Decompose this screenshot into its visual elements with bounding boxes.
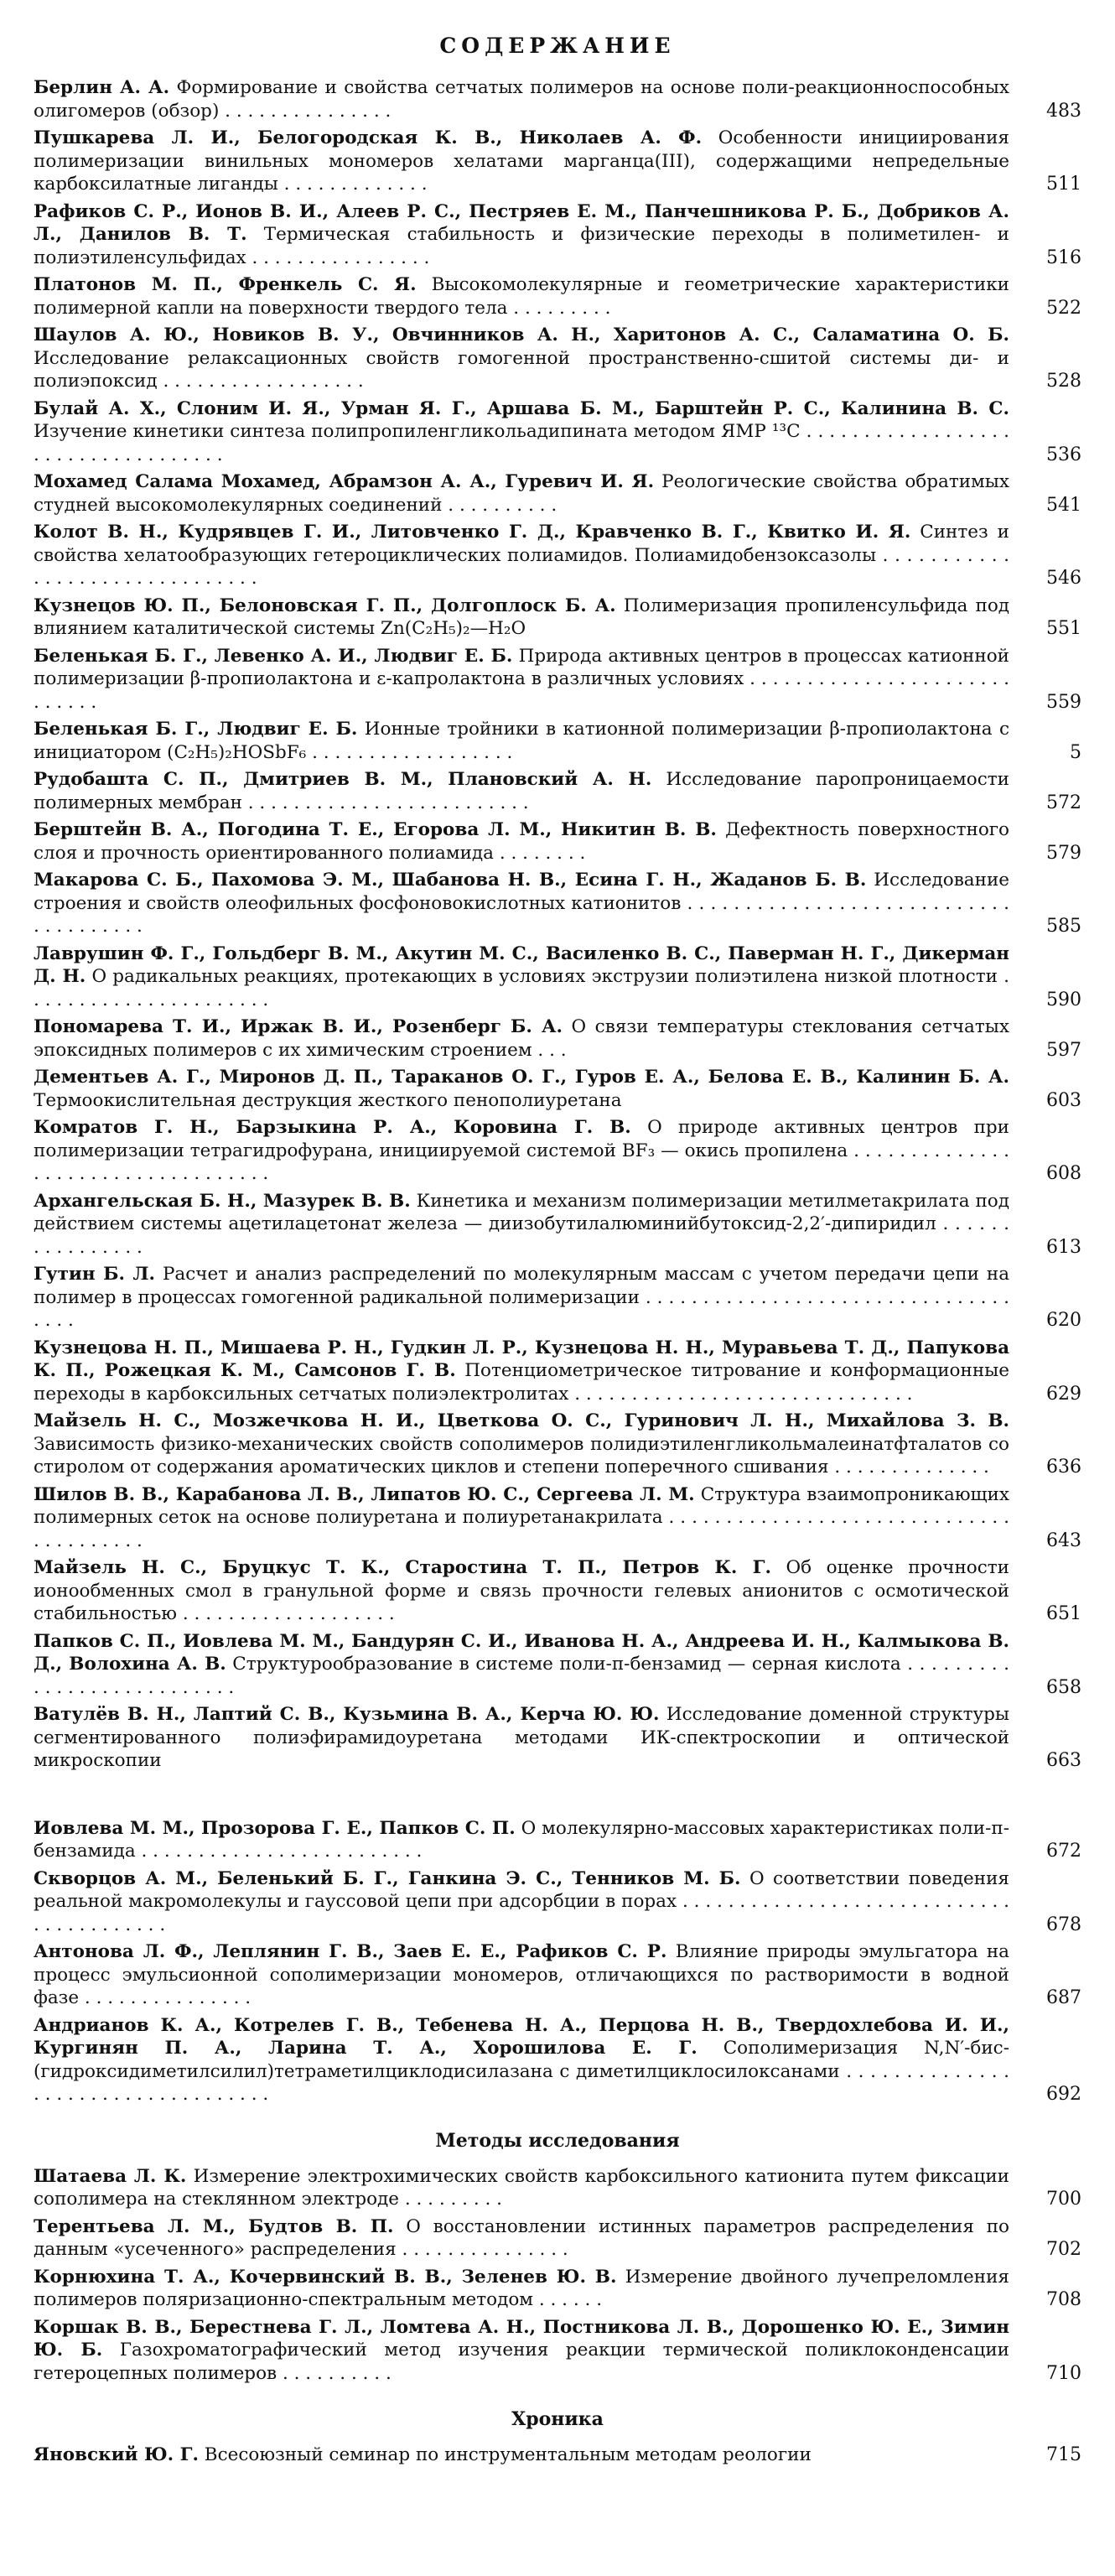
toc-entry-text <box>34 1263 1038 1332</box>
toc-page-number: 5 <box>1070 741 1081 763</box>
toc-entry-text <box>34 521 1038 590</box>
toc-page-number: 572 <box>1046 792 1081 813</box>
toc-page-number: 511 <box>1046 174 1081 195</box>
toc-authors: Майзель Н. С., Бруцкус Т. К., Старостина Т. П., Петров К. Г. <box>34 1557 771 1578</box>
toc-page-number: 551 <box>1046 618 1081 639</box>
toc-authors: Кузнецова Н. П., Мишаева Р. Н., Гудкин Л. Р., Кузнецова Н. Н., Муравьева Т. Д., Папукова К. П., Рожецкая К. М., Самсонов Г. В. <box>34 1337 1009 1381</box>
toc-entry-text <box>34 818 1038 865</box>
toc-entry <box>34 470 1081 517</box>
toc-title: Расчет и анализ распределений по молекулярным массам с учетом передачи цепи на полимер в процессах гомогенной радикальной полимеризации . . . . . . . . . . . . . . . . . . . . . . . . . . . . . . . . . . . . <box>34 1264 1010 1331</box>
toc-authors: Рудобашта С. П., Дмитриев В. М., Плановский А. Н. <box>34 769 652 790</box>
toc-entry <box>34 2266 1081 2312</box>
toc-title: Всесоюзный семинар по инструментальным методам реологии <box>204 2444 812 2465</box>
toc-entry-text <box>34 2014 1038 2106</box>
toc-entry <box>34 2316 1081 2386</box>
toc-title: О соответствии поведения реальной макромолекулы и гауссовой цепи при адсорбции в порах . . . . . . . . . . . . . . . . . . . . . . . . . . . . . . . . . . . . . . . . . <box>34 1867 1010 1935</box>
toc-entry-text <box>34 2316 1038 2386</box>
toc-authors: Пономарева Т. И., Иржак В. И., Розенберг Б. А. <box>34 1016 563 1037</box>
toc-page-number: 516 <box>1046 247 1081 268</box>
toc-authors: Платонов М. П., Френкель С. Я. <box>34 274 417 295</box>
toc-entry <box>34 1337 1081 1406</box>
toc-authors: Коршак В. В., Берестнева Г. Л., Ломтева А. Н., Постникова Л. В., Дорошенко Ю. Е., Зимин Ю. Б. <box>34 2316 1009 2360</box>
toc-authors: Андрианов К. А., Котрелев Г. В., Тебенева Н. А., Перцова Н. В., Твердохлебова И. И., Кургинян П. А., Ларина Т. А., Хорошилова Е. Г. <box>34 2014 1009 2059</box>
toc-title: Сополимеризация N,N′-бис-(гидроксидиметилсилил)тетраметилциклодисилазана с диметилциклосилоксанами . . . . . . . . . . . . . . . . . . . . . . . . . . . . . . . . . . . <box>34 2038 1009 2105</box>
toc-entry <box>34 2444 1081 2467</box>
toc-title: Природа активных центров в процессах катионной полимеризации β-пропиолактона и ε-капролактона в различных условиях . . . . . . . . . . . . . . . . . . . . . . . . . . . . . <box>34 645 1009 713</box>
toc-authors: Пушкарева Л. И., Белогородская К. В., Николаев А. Ф. <box>34 127 703 148</box>
toc-entry <box>34 76 1081 122</box>
toc-entry-text <box>34 76 1038 122</box>
toc-page-number: 579 <box>1046 842 1081 864</box>
toc-page-number: 620 <box>1046 1310 1081 1331</box>
toc-entry <box>34 1483 1081 1553</box>
toc-page-number: 528 <box>1046 371 1081 392</box>
toc-entry <box>34 768 1081 814</box>
toc-entry-text <box>34 1817 1038 1863</box>
toc-page-number: 590 <box>1046 989 1081 1010</box>
toc-entry-text <box>34 1630 1038 1700</box>
toc-title: Исследование строения и свойств олеофильных фосфоновокислотных катионитов . . . . . . . . . . . . . . . . . . . . . . . . . . . . . . . . . . . . . . <box>34 870 1009 937</box>
toc-entry <box>34 1190 1081 1259</box>
toc-authors: Комратов Г. Н., Барзыкина Р. А., Коровина Г. В. <box>34 1117 631 1138</box>
toc-title: Термическая стабильность и физические переходы в полиметилен- и полиэтиленсульфидах . . . . . . . . . . . . . . . . <box>34 224 1009 268</box>
toc-title: Синтез и свойства хелатообразующих гетероциклических полиамидов. Полиамидобензоксазолы . . . . . . . . . . . . . . . . . . . . . . . . . . . . . . . <box>34 522 1009 589</box>
toc-page-number: 678 <box>1046 1914 1081 1935</box>
toc-title: Влияние природы эмульгатора на процесс эмульсионной сополимеризации мономеров, отличающихся по растворимости в водной фазе . . . . . . . . . . . . . . . <box>34 1941 1009 2008</box>
toc-title: Исследование доменной структуры сегментированного полиэфирамидоуретана методами ИК-спектроскопии и оптической микроскопии <box>34 1704 1009 1771</box>
toc-page-number: 559 <box>1046 691 1081 713</box>
toc-authors: Булай А. Х., Слоним И. Я., Урман Я. Г., Аршава Б. М., Барштейн Р. С., Калинина В. С. <box>34 397 1009 419</box>
toc-page-number: 692 <box>1046 2084 1081 2105</box>
toc-title: Кинетика и механизм полимеризации метилметакрилата под действием системы ацетилацетонат железа — диизобутилалюминийбутоксид-2,2′-дипиридил . . . . . . . . . . . . . . . . <box>34 1190 1009 1258</box>
toc-page-number: 536 <box>1046 444 1081 465</box>
toc-entry <box>34 273 1081 319</box>
toc-entry-text <box>34 1015 1038 1062</box>
toc-authors: Шилов В. В., Карабанова Л. В., Липатов Ю. С., Сергеева Л. М. <box>34 1483 695 1505</box>
toc-page-number: 710 <box>1046 2362 1081 2384</box>
toc-entry <box>34 397 1081 467</box>
toc-entry <box>34 1410 1081 1479</box>
toc-title: О радикальных реакциях, протекающих в условиях экструзии полиэтилена низкой плотности . . . . . . . . . . . . . . . . . . . . . . <box>34 966 1009 1010</box>
toc-page-number: 651 <box>1046 1603 1081 1624</box>
toc-entry <box>34 869 1081 938</box>
toc-title: Формирование и свойства сетчатых полимеров на основе поли-реакционноспособных олигомеров (обзор) . . . . . . . . . . . . . . . <box>34 77 1009 122</box>
toc-authors: Мохамед Салама Мохамед, Абрамзон А. А., Гуревич И. Я. <box>34 471 655 492</box>
toc-entry <box>34 1703 1081 1773</box>
toc-entry-text <box>34 2215 1038 2262</box>
toc-entry-text <box>34 127 1038 196</box>
toc-entry-text <box>34 470 1038 517</box>
toc-entry-text <box>34 1867 1038 1937</box>
toc-entry <box>34 521 1081 590</box>
toc-entry <box>34 2014 1081 2106</box>
toc-authors: Рафиков С. Р., Ионов В. И., Алеев Р. С., Пестряев Е. М., Панчешникова Р. Б., Добриков А. Л., Данилов В. Т. <box>34 200 1009 245</box>
toc-authors: Лаврушин Ф. Г., Гольдберг В. М., Акутин М. С., Василенко В. С., Паверман Н. Г., Дикерман Д. Н. <box>34 943 1009 987</box>
toc-entry-text <box>34 869 1038 938</box>
toc-title: Реологические свойства обратимых студней высокомолекулярных соединений . . . . . . . . . . <box>34 471 1010 516</box>
toc-entry-text <box>34 1190 1038 1259</box>
toc-entry-text <box>34 718 1038 764</box>
toc-page-number: 483 <box>1046 100 1081 122</box>
toc-entry-text <box>34 324 1038 393</box>
toc-entry-text <box>34 1556 1038 1626</box>
page-title: СОДЕРЖАНИЕ <box>439 34 676 58</box>
toc-authors: Беленькая Б. Г., Левенко А. И., Людвиг Е. Б. <box>34 645 513 667</box>
toc-entry <box>34 2165 1081 2211</box>
toc-title: О природе активных центров при полимеризации тетрагидрофурана, инициируемой системой BF₃ — окись пропилена . . . . . . . . . . . . . . . . . . . . . . . . . . . . . . . . . . . <box>34 1117 1010 1184</box>
toc-page-number: 597 <box>1046 1039 1081 1061</box>
toc-entry <box>34 1940 1081 2010</box>
toc-title: О молекулярно-массовых характеристиках поли-п-бензамида . . . . . . . . . . . . . . . . . . . . . . . . . <box>34 1817 1009 1862</box>
toc-entry <box>34 1066 1081 1112</box>
toc-entry <box>34 200 1081 270</box>
toc-authors: Дементьев А. Г., Миронов Д. П., Тараканов О. Г., Гуров Е. А., Белова Е. В., Калинин Б. А. <box>34 1067 1009 1088</box>
toc-title: Исследование релаксационных свойств гомогенной пространственно-сшитой системы ди- и полиэпоксид . . . . . . . . . . . . . . . . . . <box>34 347 1009 392</box>
toc-entry-text <box>34 1337 1038 1406</box>
contents-list-short <box>34 1817 1081 2106</box>
toc-entry <box>34 127 1081 196</box>
toc-authors: Папков С. П., Иовлева М. М., Бандурян С. И., Иванова Н. А., Андреева И. Н., Калмыкова В. Д., Волохина А. В. <box>34 1630 1009 1675</box>
contents-page <box>34 34 1081 2471</box>
toc-entry-text <box>34 273 1038 319</box>
toc-authors: Шатаева Л. К. <box>34 2165 187 2187</box>
toc-title: О восстановлении истинных параметров распределения по данным «усеченного» распределения . . . . . . . . . . . . . . . <box>34 2215 1009 2260</box>
toc-entry <box>34 645 1081 714</box>
toc-authors: Майзель Н. С., Мозжечкова Н. И., Цветкова О. С., Гуринович Л. Н., Михайлова З. В. <box>34 1410 1009 1431</box>
toc-authors: Терентьева Л. М., Будтов В. П. <box>34 2215 394 2237</box>
toc-entry-text <box>34 2165 1038 2211</box>
toc-authors: Гутин Б. Л. <box>34 1264 156 1285</box>
section-heading-chronicle: Хроника <box>511 2408 604 2430</box>
toc-authors: Ватулёв В. Н., Лаптий С. В., Кузьмина В. А., Керча Ю. Ю. <box>34 1704 660 1725</box>
toc-page-number: 608 <box>1046 1163 1081 1184</box>
toc-title: Дефектность поверхностного слоя и прочность ориентированного полиамида . . . . . . . . <box>34 819 1009 864</box>
toc-page-number: 541 <box>1046 494 1081 516</box>
toc-entry-text <box>34 2266 1038 2312</box>
toc-entry-text <box>34 2444 1038 2467</box>
toc-entry <box>34 1630 1081 1700</box>
toc-title: О связи температуры стеклования сетчатых эпоксидных полимеров с их химическим строением . . . <box>34 1016 1009 1061</box>
toc-entry-text <box>34 943 1038 1012</box>
toc-title: Зависимость физико-механических свойств сополимеров полидиэтиленгликольмалеинатфталатов со стиролом от содержания ароматических циклов и степени поперечного сшивания . . . . . . . . . . . . . . <box>34 1433 1009 1478</box>
toc-title: Потенциометрическое титрование и конформационные переходы в карбоксильных сетчатых полиэлектролитах . . . . . . . . . . . . . . . . . . . . . . . . . . . . . . <box>34 1360 1009 1405</box>
toc-authors: Колот В. Н., Кудрявцев Г. И., Литовченко Г. Д., Кравченко В. Г., Квитко И. Я. <box>34 522 911 543</box>
toc-entry <box>34 1116 1081 1186</box>
toc-entry-text <box>34 397 1038 467</box>
toc-title: Высокомолекулярные и геометрические характеристики полимерной капли на поверхности твердого тела . . . . . . . . . <box>34 274 1009 319</box>
toc-page-number: 702 <box>1046 2239 1081 2260</box>
toc-page-number: 658 <box>1046 1676 1081 1698</box>
toc-title: Измерение двойного лучепреломления полимеров поляризационно-спектральным методом . . . . . . <box>34 2266 1009 2310</box>
toc-authors: Беленькая Б. Г., Людвиг Е. Б. <box>34 719 358 740</box>
toc-authors: Корнюхина Т. А., Кочервинский В. В., Зеленев Ю. В. <box>34 2266 617 2288</box>
toc-entry <box>34 1556 1081 1626</box>
toc-title: Структура взаимопроникающих полимерных сеток на основе полиуретана и полиуретанакрилата . . . . . . . . . . . . . . . . . . . . . . . . . . . . . . . . . . . . . . . . <box>34 1483 1009 1551</box>
toc-entry-text <box>34 1483 1038 1553</box>
toc-page-number: 603 <box>1046 1089 1081 1111</box>
toc-entry <box>34 595 1081 641</box>
toc-authors: Шаулов А. Ю., Новиков В. У., Овчинников А. Н., Харитонов А. С., Саламатина О. Б. <box>34 325 1009 345</box>
toc-title: Термоокислительная деструкция жесткого пенополиуретана <box>34 1089 622 1111</box>
toc-entry <box>34 324 1081 393</box>
toc-title: Структурообразование в системе поли-п-бензамид — серная кислота . . . . . . . . . . . . . . . . . . . . . . . . . . . <box>34 1654 1010 1698</box>
toc-entry-text <box>34 1703 1038 1773</box>
contents-list-chronicle <box>34 2444 1081 2467</box>
toc-authors: Яновский Ю. Г. <box>34 2444 199 2465</box>
toc-title: Газохроматографический метод изучения реакции термической поликлоконденсации гетероцепных полимеров . . . . . . . . . . <box>34 2340 1009 2384</box>
toc-page-number: 672 <box>1046 1841 1081 1862</box>
toc-page-number: 629 <box>1046 1383 1081 1405</box>
toc-page-number: 585 <box>1046 916 1081 937</box>
toc-entry <box>34 1867 1081 1937</box>
toc-page-number: 715 <box>1046 2444 1081 2465</box>
toc-authors: Макарова С. Б., Пахомова Э. М., Шабанова Н. В., Есина Г. Н., Жаданов Б. В. <box>34 870 867 891</box>
toc-title: Полимеризация пропиленсульфида под влиянием каталитической системы Zn(C₂H₅)₂—H₂O <box>34 595 1010 639</box>
toc-authors: Архангельская Б. Н., Мазурек В. В. <box>34 1190 411 1212</box>
toc-authors: Иовлева М. М., Прозорова Г. Е., Папков С. П. <box>34 1817 516 1839</box>
toc-entry <box>34 1015 1081 1062</box>
toc-entry <box>34 718 1081 764</box>
toc-entry <box>34 1817 1081 1863</box>
toc-title: Изучение кинетики синтеза полипропиленгликольадипината методом ЯМР ¹³C . . . . . . . . . . . . . . . . . . . . . . . . . . . . . . . . . . . <box>34 421 1009 465</box>
toc-title: Ионные тройники в катионной полимеризации β-пропиолактона с инициатором (C₂H₅)₂HOSbF₆ . . . . . . . . . . . . . . . . . . <box>34 719 1009 763</box>
toc-title: Измерение электрохимических свойств карбоксильного катионита путем фиксации сополимера на стеклянном электроде . . . . . . . . . <box>34 2165 1010 2210</box>
toc-entry <box>34 818 1081 865</box>
toc-page-number: 546 <box>1046 568 1081 589</box>
toc-authors: Антонова Л. Ф., Леплянин Г. В., Заев Е. Е., Рафиков С. Р. <box>34 1941 667 1962</box>
toc-entry-text <box>34 768 1038 814</box>
toc-entry-text <box>34 595 1038 641</box>
toc-page-number: 663 <box>1046 1750 1081 1771</box>
toc-title: Особенности инициирования полимеризации винильных мономеров хелатами марганца(III), содержащими непредельные карбоксилатные лиганды . . . . . . . . . . . . . <box>34 127 1009 195</box>
toc-authors: Берлин А. А. <box>34 77 170 98</box>
section-gap <box>34 1777 1081 1817</box>
toc-page-number: 522 <box>1046 297 1081 319</box>
toc-title: Об оценке прочности ионообменных смол в гранульной форме и связь прочности гелевых анионитов с осмотической стабильностью . . . . . . . . . . . . . . . . . . . <box>34 1557 1009 1624</box>
toc-page-number: 636 <box>1046 1457 1081 1478</box>
toc-authors: Берштейн В. А., Погодина Т. Е., Егорова Л. М., Никитин В. В. <box>34 819 717 840</box>
toc-entry-text <box>34 1410 1038 1479</box>
toc-page-number: 643 <box>1046 1530 1081 1551</box>
toc-authors: Кузнецов Ю. П., Белоновская Г. П., Долгоплоск Б. А. <box>34 595 616 616</box>
toc-title: Исследование паропроницаемости полимерных мембран . . . . . . . . . . . . . . . . . . . . . . . . . <box>34 769 1009 813</box>
toc-entry-text <box>34 200 1038 270</box>
toc-page-number: 700 <box>1046 2189 1081 2210</box>
contents-list-main <box>34 76 1081 1773</box>
toc-entry <box>34 2215 1081 2262</box>
toc-entry <box>34 1263 1081 1332</box>
toc-entry-text <box>34 1066 1038 1112</box>
toc-page-number: 613 <box>1046 1236 1081 1258</box>
toc-entry-text <box>34 1116 1038 1186</box>
toc-entry-text <box>34 1940 1038 2010</box>
toc-page-number: 687 <box>1046 1987 1081 2008</box>
contents-list-methods <box>34 2165 1081 2386</box>
toc-entry <box>34 943 1081 1012</box>
section-heading-methods: Методы исследования <box>435 2129 680 2152</box>
toc-entry-text <box>34 645 1038 714</box>
toc-authors: Скворцов А. М., Беленький Б. Г., Ганкина Э. С., Тенников М. Б. <box>34 1867 741 1889</box>
toc-page-number: 708 <box>1046 2289 1081 2310</box>
